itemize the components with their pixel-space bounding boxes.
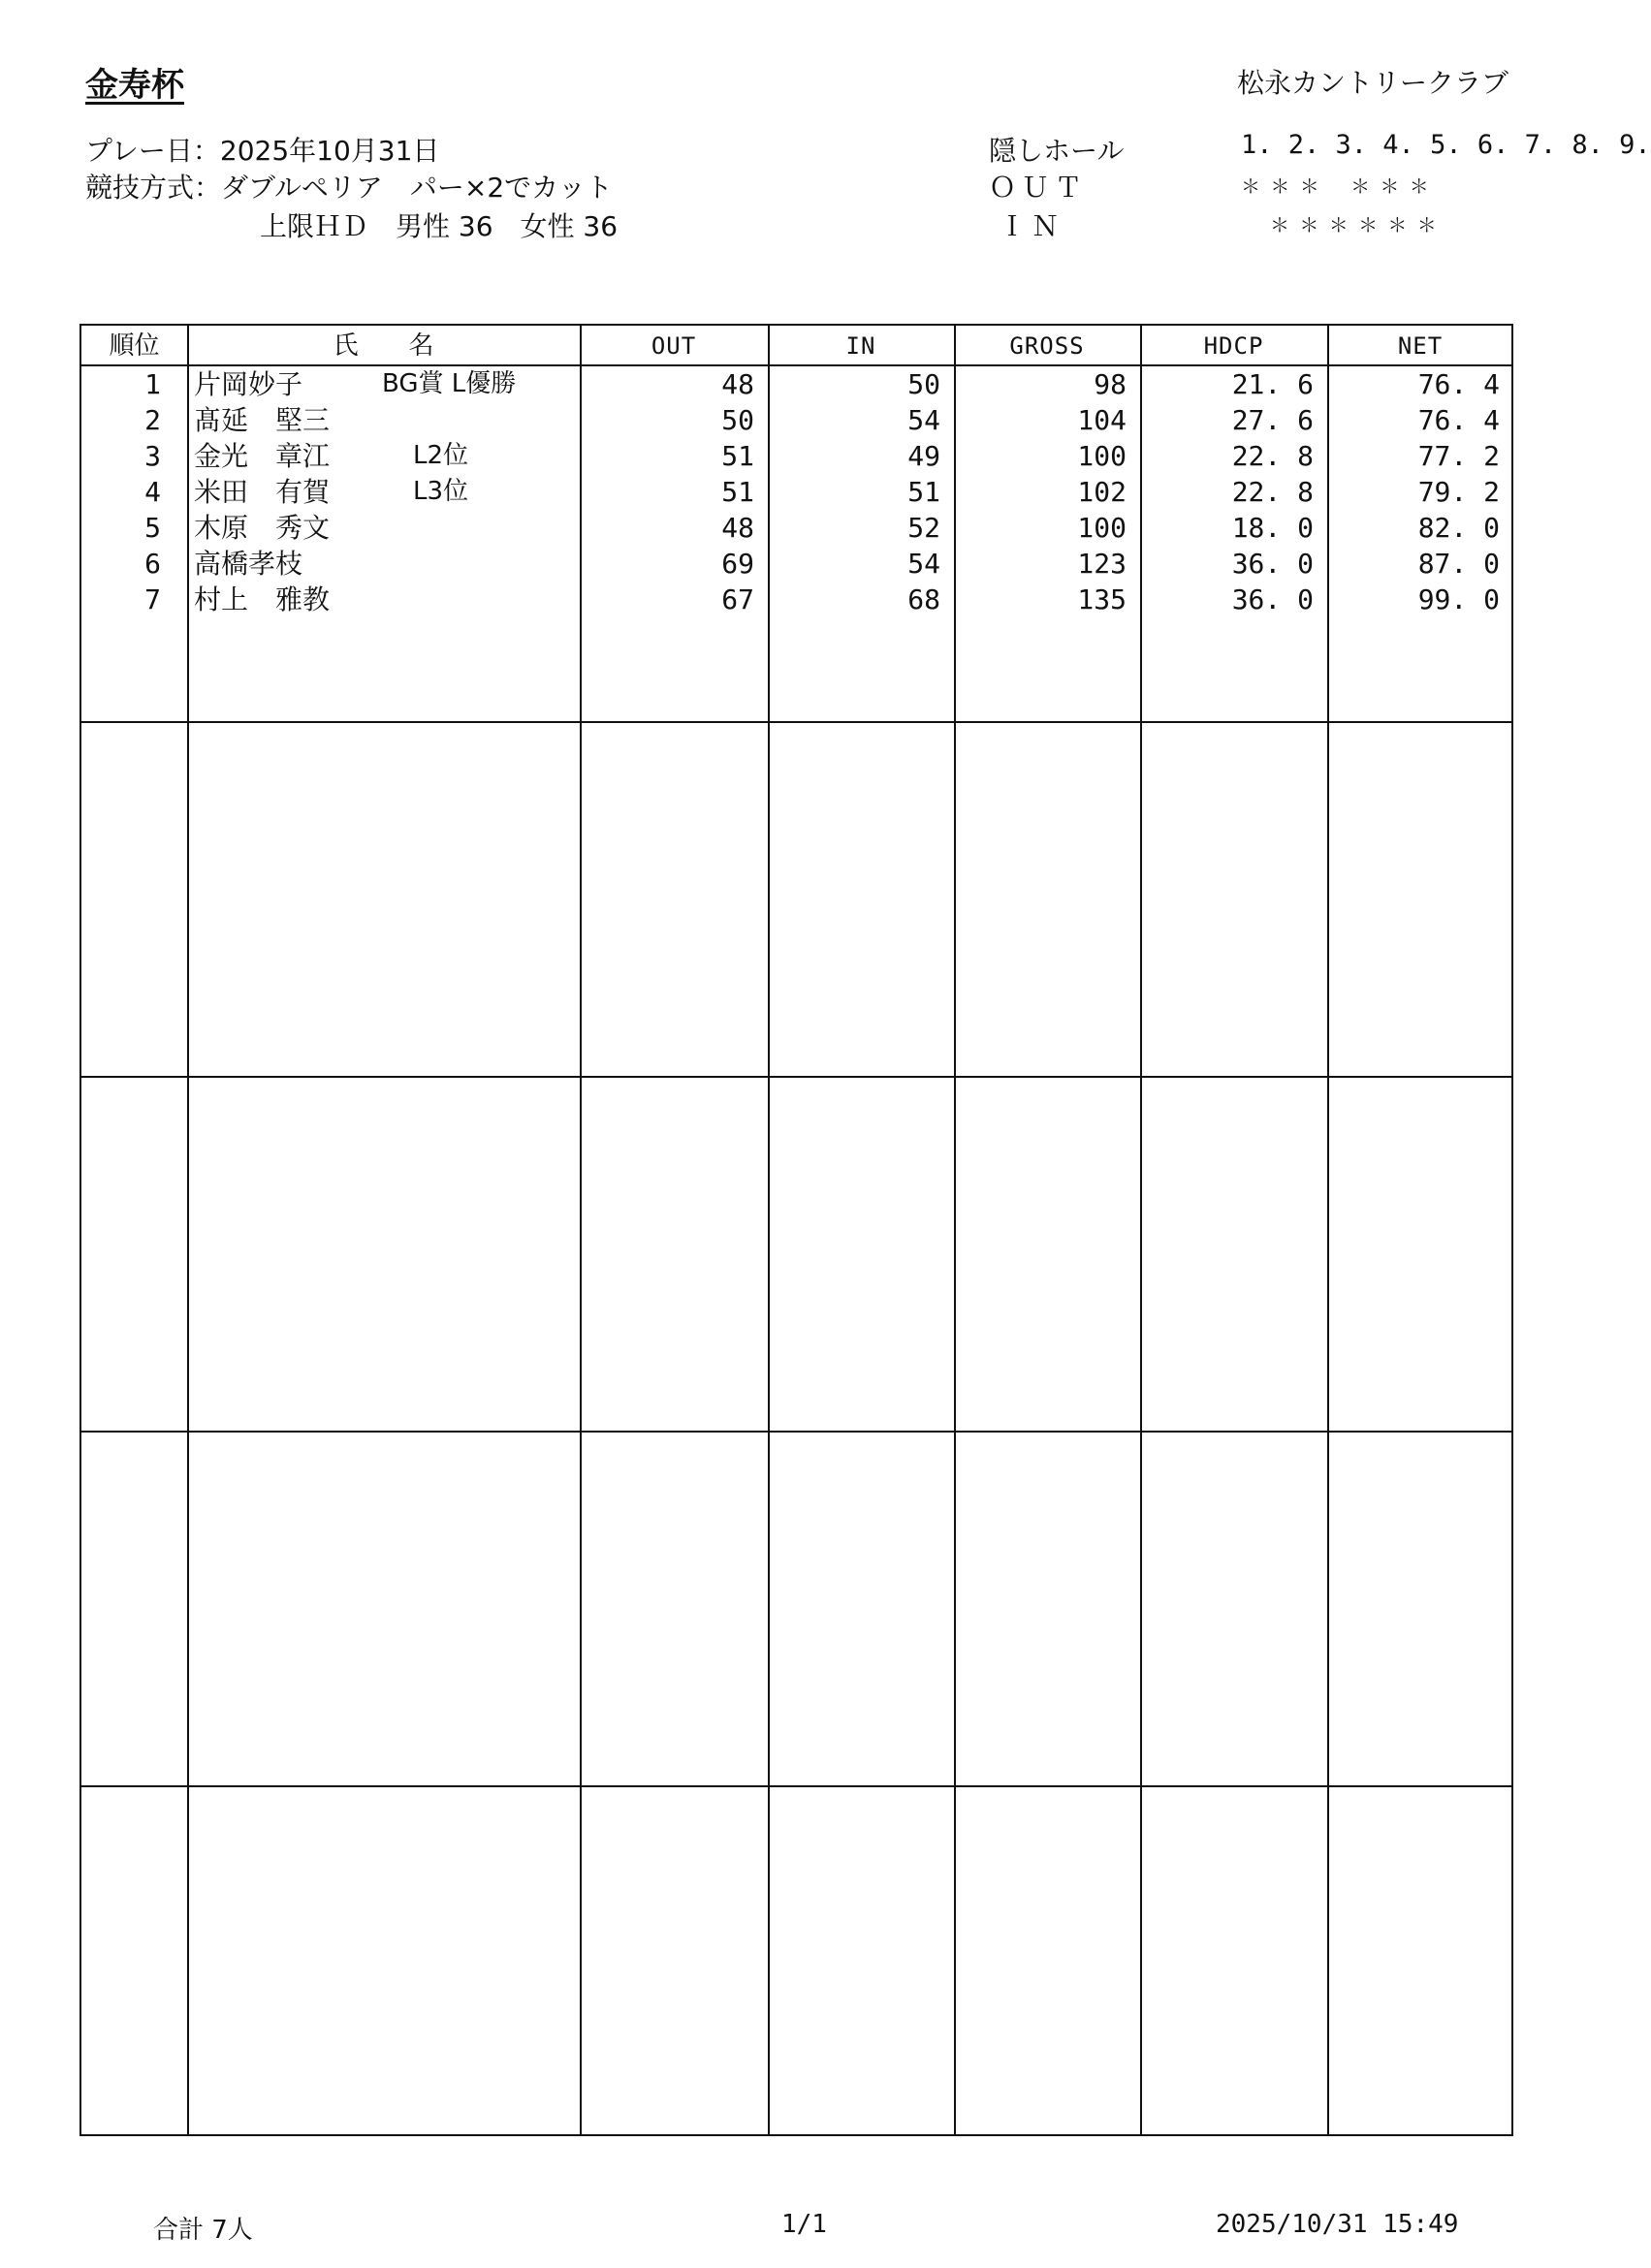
out-score: 48 <box>721 368 754 400</box>
competition-format: 競技方式：ダブルペリア パー×2でカット <box>85 172 613 204</box>
player-name: 木原 秀文 <box>194 512 331 544</box>
out-score: 69 <box>721 548 754 580</box>
out-score: 48 <box>721 512 754 544</box>
hidden-out-label: ＯＵＴ <box>989 172 1089 204</box>
award-note: L2位 <box>413 441 469 470</box>
gross-score: 100 <box>1077 440 1127 472</box>
hdcp-value: 18. 0 <box>1231 512 1314 544</box>
out-score: 67 <box>721 583 754 615</box>
handicap-limit: 上限ＨＤ 男性 36 女性 36 <box>260 210 619 242</box>
out-score: 50 <box>721 404 754 436</box>
table-row <box>81 582 1511 617</box>
rank-cell: 4 <box>144 476 161 508</box>
in-score: 54 <box>907 548 940 580</box>
hdcp-value: 22. 8 <box>1231 440 1314 472</box>
gross-score: 104 <box>1077 404 1127 436</box>
gross-score: 102 <box>1077 476 1127 508</box>
table-row <box>81 402 1511 438</box>
row-block-divider <box>81 721 1511 723</box>
hidden-holes-numbers: 1. 2. 3. 4. 5. 6. 7. 8. 9. <box>1241 130 1651 160</box>
page-number: 1/1 <box>781 2210 827 2239</box>
in-score: 51 <box>907 476 940 508</box>
rank-cell: 1 <box>144 368 161 400</box>
row-block-divider <box>81 1785 1511 1787</box>
hdcp-value: 36. 0 <box>1231 583 1314 615</box>
rank-cell: 5 <box>144 512 161 544</box>
player-name: 金光 章江 <box>194 440 331 472</box>
net-score: 99. 0 <box>1417 583 1500 615</box>
net-score: 76. 4 <box>1417 368 1500 400</box>
column-header-hdcp: HDCP <box>1203 332 1264 360</box>
gross-score: 98 <box>1094 368 1127 400</box>
document-title: 金寿杯 <box>85 66 184 105</box>
rank-cell: 2 <box>144 404 161 436</box>
in-score: 52 <box>907 512 940 544</box>
gross-score: 123 <box>1077 548 1127 580</box>
play-date: プレー日：2025年10月31日 <box>85 135 440 167</box>
player-name: 米田 有賀 <box>194 476 331 508</box>
table-row <box>81 366 1511 402</box>
column-header-net: NET <box>1397 332 1444 360</box>
in-score: 49 <box>907 440 940 472</box>
in-score: 68 <box>907 583 940 615</box>
player-name: 村上 雅教 <box>194 583 331 615</box>
table-row <box>81 438 1511 474</box>
player-name: 高橋孝枝 <box>194 548 303 580</box>
column-header-out: OUT <box>651 332 697 360</box>
rank-cell: 6 <box>144 548 161 580</box>
hidden-in-label: ＩＮ <box>999 210 1065 242</box>
hdcp-value: 36. 0 <box>1231 548 1314 580</box>
table-row <box>81 546 1511 582</box>
column-header-name: 氏 名 <box>333 331 434 361</box>
table-row <box>81 474 1511 510</box>
gross-score: 135 <box>1077 583 1127 615</box>
net-score: 79. 2 <box>1417 476 1500 508</box>
club-name: 松永カントリークラブ <box>1236 67 1508 99</box>
row-block-divider <box>81 1431 1511 1433</box>
hdcp-value: 21. 6 <box>1231 368 1314 400</box>
total-participants: 合計 7人 <box>153 2216 253 2245</box>
hdcp-value: 27. 6 <box>1231 404 1314 436</box>
net-score: 82. 0 <box>1417 512 1500 544</box>
hidden-out-marks: ＊ ＊ ＊ ＊ ＊ ＊ <box>1241 174 1431 198</box>
column-header-in: IN <box>845 332 876 360</box>
award-note: L3位 <box>413 477 469 506</box>
gross-score: 100 <box>1077 512 1127 544</box>
hidden-holes-label: 隠しホール <box>989 135 1125 167</box>
hdcp-value: 22. 8 <box>1231 476 1314 508</box>
net-score: 77. 2 <box>1417 440 1500 472</box>
row-block-divider <box>81 1076 1511 1078</box>
out-score: 51 <box>721 476 754 508</box>
net-score: 76. 4 <box>1417 404 1500 436</box>
in-score: 50 <box>907 368 940 400</box>
out-score: 51 <box>721 440 754 472</box>
net-score: 87. 0 <box>1417 548 1500 580</box>
player-name: 片岡妙子 <box>194 368 303 400</box>
in-score: 54 <box>907 404 940 436</box>
award-note: BG賞 L優勝 <box>382 369 517 398</box>
results-table <box>79 324 1513 2136</box>
printed-timestamp: 2025/10/31 15:49 <box>1216 2210 1459 2239</box>
rank-cell: 3 <box>144 440 161 472</box>
column-header-rank: 順位 <box>109 331 160 361</box>
column-header-gross: GROSS <box>1009 332 1085 360</box>
table-row <box>81 510 1511 546</box>
rank-cell: 7 <box>144 583 161 615</box>
hidden-in-marks: ＊ ＊ ＊ ＊ ＊ ＊ <box>1270 213 1439 236</box>
player-name: 髙延 堅三 <box>194 404 331 436</box>
